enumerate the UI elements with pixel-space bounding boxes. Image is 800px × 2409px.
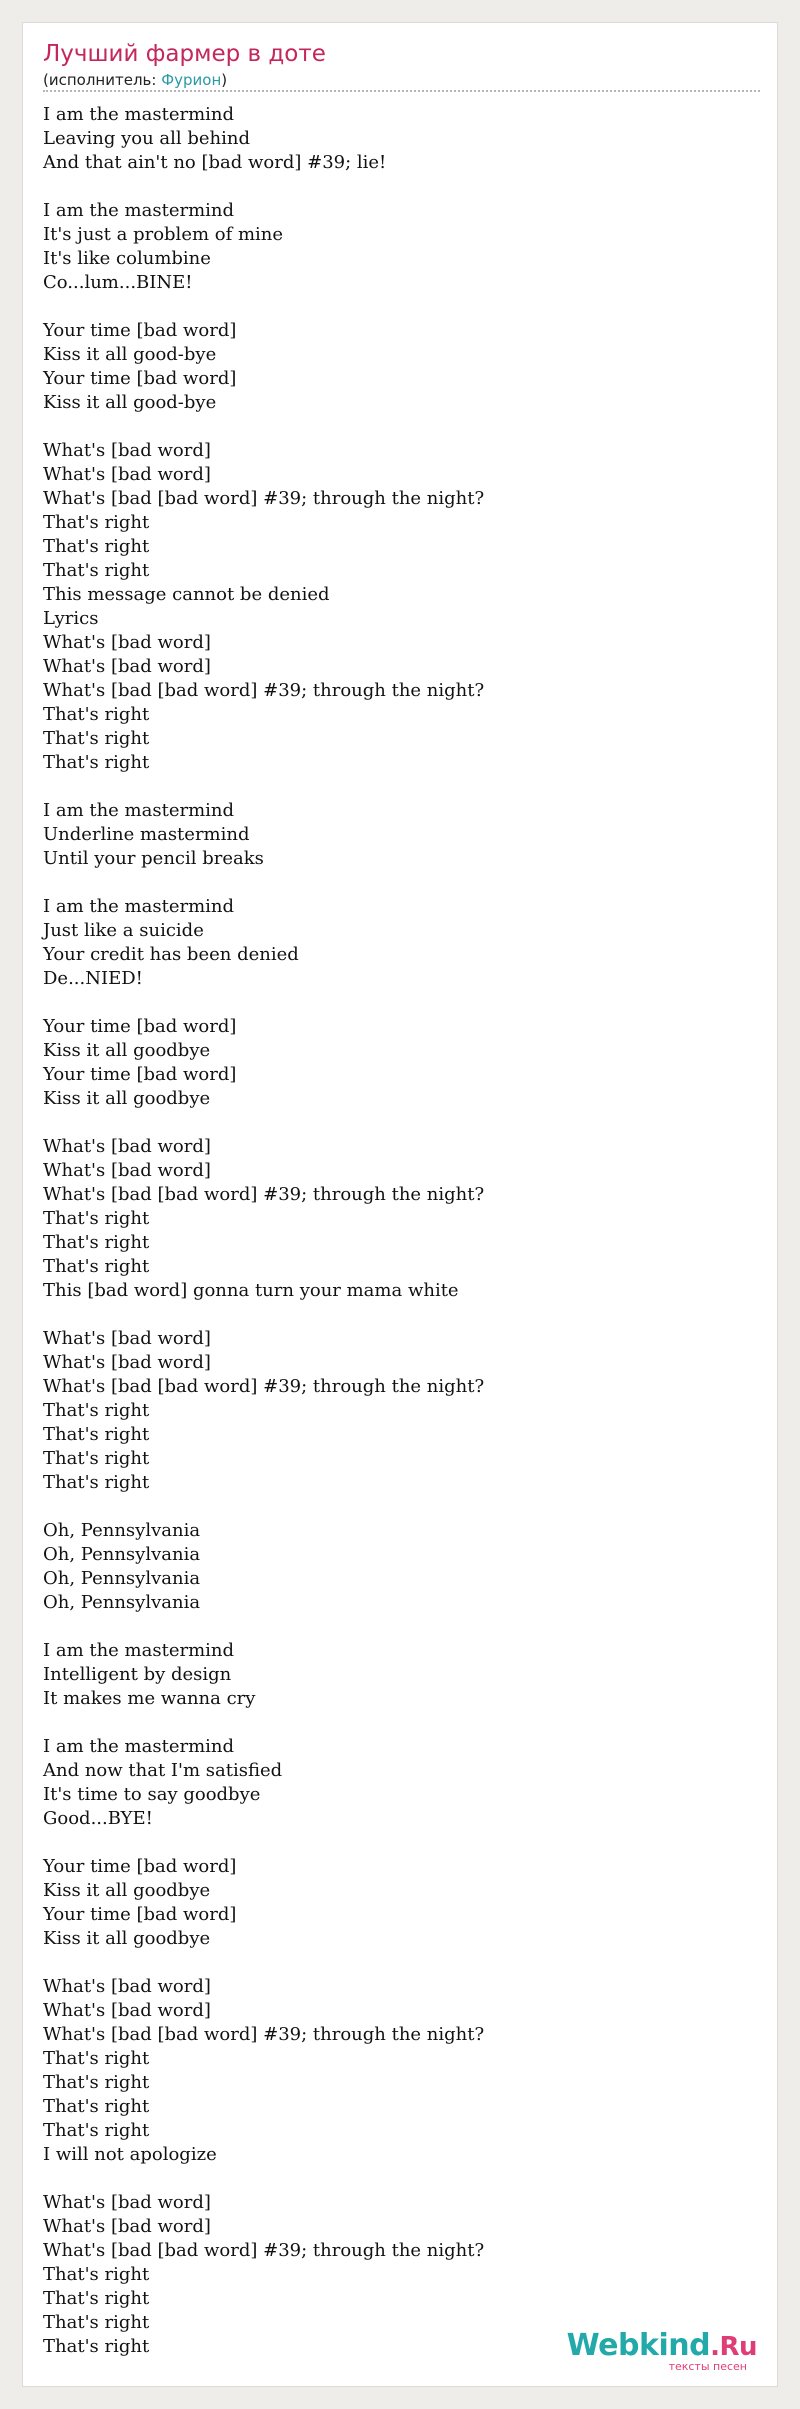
lyric-line: Kiss it all good-bye: [43, 392, 217, 413]
lyric-line: Your time [bad word]: [43, 1856, 237, 1877]
lyric-line: Your credit has been denied: [43, 944, 299, 965]
lyric-line: Oh, Pennsylvania: [43, 1544, 201, 1565]
lyric-blank-line: [43, 2167, 743, 2191]
lyric-line: This [bad word] gonna turn your mama white: [43, 1280, 459, 1301]
lyric-line: That's right: [43, 704, 150, 725]
lyric-line: Kiss it all goodbye: [43, 1040, 211, 1061]
lyric-blank-line: [43, 775, 743, 799]
lyric-line: Your time [bad word]: [43, 1016, 237, 1037]
lyric-line: It's like columbine: [43, 248, 211, 269]
lyric-line: What's [bad [bad word] #39; through the night?: [43, 2240, 485, 2261]
lyric-line: That's right: [43, 1400, 150, 1421]
lyric-line: Your time [bad word]: [43, 1904, 237, 1925]
lyric-line: That's right: [43, 2072, 150, 2093]
lyric-line: What's [bad [bad word] #39; through the night?: [43, 1376, 485, 1397]
lyric-line: And that ain't no [bad word] #39; lie!: [43, 152, 387, 173]
lyric-blank-line: [43, 1711, 743, 1735]
logo-brand: Webkind: [566, 2328, 711, 2363]
lyric-line: Oh, Pennsylvania: [43, 1592, 201, 1613]
lyric-line: Kiss it all goodbye: [43, 1928, 211, 1949]
lyric-line: What's [bad word]: [43, 440, 211, 461]
lyric-line: That's right: [43, 2120, 150, 2141]
lyric-line: What's [bad [bad word] #39; through the night?: [43, 488, 485, 509]
lyric-line: Intelligent by design: [43, 1664, 232, 1685]
lyric-line: I am the mastermind: [43, 200, 235, 221]
lyric-line: What's [bad word]: [43, 2000, 211, 2021]
lyric-line: That's right: [43, 1424, 150, 1445]
lyric-line: I am the mastermind: [43, 896, 235, 917]
lyric-line: Kiss it all goodbye: [43, 1088, 211, 1109]
lyric-line: What's [bad word]: [43, 1328, 211, 1349]
lyric-line: Until your pencil breaks: [43, 848, 264, 869]
lyric-line: I am the mastermind: [43, 104, 235, 125]
lyric-line: That's right: [43, 2288, 150, 2309]
artist-link[interactable]: Фурион: [161, 71, 222, 89]
lyric-line: That's right: [43, 728, 150, 749]
lyric-line: And now that I'm satisfied: [43, 1760, 283, 1781]
logo-wordmark: [567, 2329, 757, 2362]
lyric-line: That's right: [43, 752, 150, 773]
lyric-line: That's right: [43, 2312, 150, 2333]
lyric-line: Kiss it all good-bye: [43, 344, 217, 365]
lyric-line: I am the mastermind: [43, 1736, 235, 1757]
lyrics-text: [43, 103, 743, 2359]
lyric-blank-line: [43, 871, 743, 895]
lyric-line: That's right: [43, 1448, 150, 1469]
lyric-line: That's right: [43, 2096, 150, 2117]
lyric-line: That's right: [43, 2336, 150, 2357]
lyric-line: Just like a suicide: [43, 920, 204, 941]
lyric-line: What's [bad word]: [43, 2216, 211, 2237]
lyric-line: I am the mastermind: [43, 800, 235, 821]
lyric-line: What's [bad word]: [43, 1352, 211, 1373]
lyric-line: I will not apologize: [43, 2144, 217, 2165]
lyric-line: Co...lum...BINE!: [43, 272, 193, 293]
lyric-line: What's [bad [bad word] #39; through the night?: [43, 680, 485, 701]
lyric-line: What's [bad word]: [43, 656, 211, 677]
artist-prefix: (исполнитель:: [43, 71, 162, 89]
lyric-line: What's [bad word]: [43, 1976, 211, 1997]
lyric-blank-line: [43, 1831, 743, 1855]
lyric-blank-line: [43, 1303, 743, 1327]
lyric-line: Your time [bad word]: [43, 368, 237, 389]
lyric-line: That's right: [43, 536, 150, 557]
logo-tagline: тексты песен: [668, 2360, 747, 2373]
artist-line: [43, 71, 227, 91]
lyric-line: Your time [bad word]: [43, 1064, 237, 1085]
lyric-blank-line: [43, 175, 743, 199]
artist-suffix: ): [221, 71, 228, 89]
lyric-line: Leaving you all behind: [43, 128, 251, 149]
lyric-line: Your time [bad word]: [43, 320, 237, 341]
lyric-blank-line: [43, 1495, 743, 1519]
lyric-line: I am the mastermind: [43, 1640, 235, 1661]
lyric-line: What's [bad word]: [43, 464, 211, 485]
lyric-blank-line: [43, 991, 743, 1015]
lyric-line: That's right: [43, 1232, 150, 1253]
lyric-line: What's [bad [bad word] #39; through the night?: [43, 1184, 485, 1205]
lyric-line: What's [bad word]: [43, 632, 211, 653]
lyric-blank-line: [43, 295, 743, 319]
lyric-line: It makes me wanna cry: [43, 1688, 256, 1709]
lyric-line: That's right: [43, 2264, 150, 2285]
lyric-line: Oh, Pennsylvania: [43, 1520, 201, 1541]
lyric-line: That's right: [43, 1472, 150, 1493]
lyric-line: What's [bad word]: [43, 1160, 211, 1181]
lyric-line: Oh, Pennsylvania: [43, 1568, 201, 1589]
page-title: Лучший фармер в доте: [43, 41, 326, 67]
lyric-line: It's time to say goodbye: [43, 1784, 261, 1805]
lyric-line: Underline mastermind: [43, 824, 250, 845]
dotted-divider: [43, 90, 760, 92]
lyric-blank-line: [43, 415, 743, 439]
lyric-line: That's right: [43, 2048, 150, 2069]
lyric-line: Lyrics: [43, 608, 99, 629]
lyric-blank-line: [43, 1615, 743, 1639]
lyric-line: It's just a problem of mine: [43, 224, 284, 245]
lyric-line: Good...BYE!: [43, 1808, 153, 1829]
lyric-blank-line: [43, 1111, 743, 1135]
lyric-line: That's right: [43, 560, 150, 581]
lyric-line: De...NIED!: [43, 968, 143, 989]
lyric-line: What's [bad word]: [43, 2192, 211, 2213]
lyrics-card: [22, 22, 778, 2387]
lyric-line: This message cannot be denied: [43, 584, 330, 605]
lyric-blank-line: [43, 1951, 743, 1975]
webkind-logo[interactable]: [567, 2329, 757, 2372]
lyric-line: What's [bad [bad word] #39; through the night?: [43, 2024, 485, 2045]
lyric-line: Kiss it all goodbye: [43, 1880, 211, 1901]
lyric-line: That's right: [43, 1208, 150, 1229]
lyric-line: That's right: [43, 512, 150, 533]
logo-tld: .Ru: [710, 2332, 757, 2362]
lyric-line: What's [bad word]: [43, 1136, 211, 1157]
lyric-line: That's right: [43, 1256, 150, 1277]
